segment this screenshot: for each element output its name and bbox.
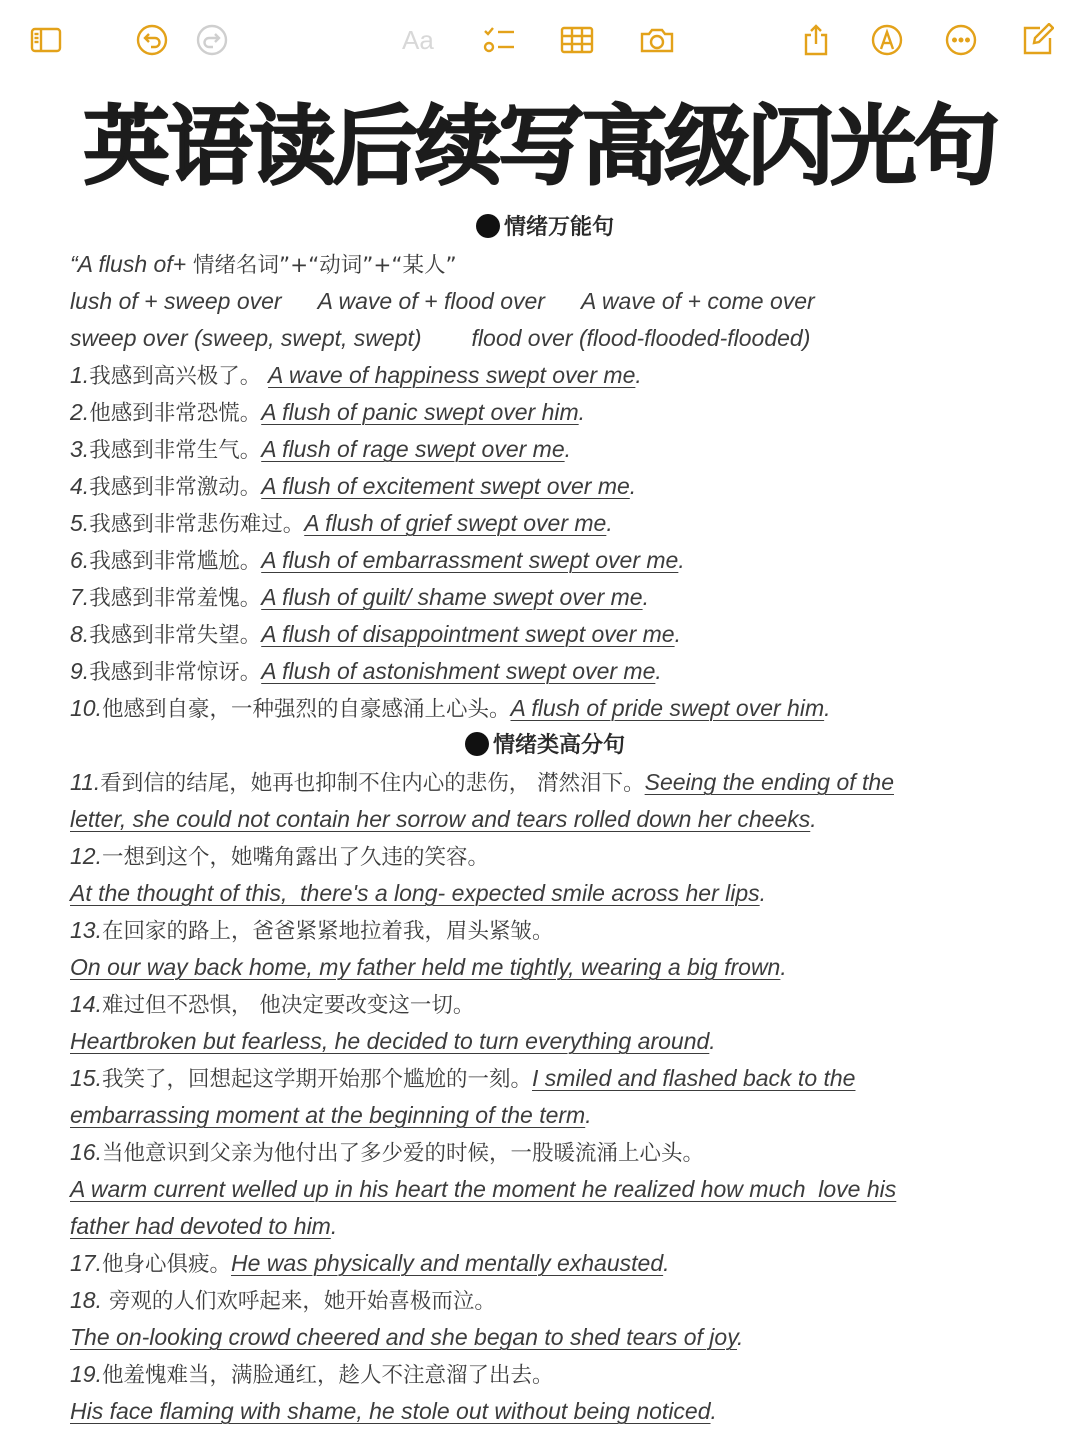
redo-icon[interactable]	[194, 22, 230, 58]
page-title: 英语读后续写高级闪光句	[83, 97, 997, 197]
list-item: 18. 旁观的人们欢呼起来，她开始喜极而泣。	[70, 1287, 496, 1314]
list-item-continued: father had devoted to him.	[70, 1213, 338, 1239]
list-item: 16.当他意识到父亲为他付出了多少爱的时候，一股暖流涌上心头。	[70, 1139, 704, 1166]
list-item-continued: Heartbroken but fearless, he decided to turn everything around.	[70, 1028, 716, 1054]
compose-icon[interactable]	[1019, 22, 1055, 58]
note-body[interactable]	[70, 209, 1020, 1430]
list-item: 12.一想到这个，她嘴角露出了久违的笑容。	[70, 843, 489, 870]
list-item-continued: The on-looking crowd cheered and she began to shed tears of joy.	[70, 1324, 744, 1350]
list-item: 3.我感到非常生气。A flush of rage swept over me.	[70, 436, 571, 463]
list-item: 7.我感到非常羞愧。A flush of guilt/ shame swept over me.	[70, 584, 649, 611]
list-item: 9.我感到非常惊讶。A flush of astonishment swept over me.	[70, 658, 662, 685]
list-item: 10.他感到自豪，一种强烈的自豪感涌上心头。A flush of pride swept over him.	[70, 695, 831, 722]
list-item-continued: At the thought of this, there's a long- expected smile across her lips.	[70, 880, 767, 906]
share-icon[interactable]	[798, 22, 834, 58]
list-item-continued: A warm current welled up in his heart the moment he realized how much love his	[70, 1176, 897, 1202]
table-icon[interactable]	[559, 22, 595, 58]
list-item: 1.我感到高兴极了。 A wave of happiness swept over me.	[70, 362, 642, 389]
bullet-dot-icon	[476, 214, 500, 238]
notes-toolbar	[0, 0, 1080, 80]
undo-icon[interactable]	[134, 22, 170, 58]
list-item: 4.我感到非常激动。A flush of excitement swept over me.	[70, 473, 637, 500]
more-icon[interactable]	[943, 22, 979, 58]
verb-forms-line: sweep over (sweep, swept, swept) flood over (flood-flooded-flooded)	[70, 325, 811, 351]
checklist-icon[interactable]	[481, 22, 517, 58]
sidebar-icon[interactable]	[28, 22, 64, 58]
list-item: 19.他羞愧难当，满脸通红，趁人不注意溜了出去。	[70, 1361, 554, 1388]
section-heading: 情绪类高分句	[70, 727, 1020, 764]
list-item-continued: His face flaming with shame, he stole out without being noticed.	[70, 1398, 717, 1424]
pattern-line: lush of + sweep over A wave of + flood over A wave of + come over	[70, 288, 815, 314]
list-item: 11.看到信的结尾，她再也抑制不住内心的悲伤， 潸然泪下。Seeing the ending of the	[70, 769, 894, 796]
camera-icon[interactable]	[639, 22, 675, 58]
list-item: 5.我感到非常悲伤难过。A flush of grief swept over me.	[70, 510, 613, 537]
list-item-continued: On our way back home, my father held me tightly, wearing a big frown.	[70, 954, 787, 980]
list-item-continued: embarrassing moment at the beginning of the term.	[70, 1102, 592, 1128]
list-item: 15.我笑了，回想起这学期开始那个尴尬的一刻。I smiled and flashed back to the	[70, 1065, 856, 1092]
formula-line: “A flush of+ 情绪名词”+“动词”+“某人”	[70, 251, 457, 278]
list-item: 17.他身心俱疲。He was physically and mentally exhausted.	[70, 1250, 670, 1277]
bullet-dot-icon	[465, 732, 489, 756]
list-item: 13.在回家的路上，爸爸紧紧地拉着我，眉头紧皱。	[70, 917, 554, 944]
list-item: 6.我感到非常尴尬。A flush of embarrassment swept over me.	[70, 547, 685, 574]
markup-icon[interactable]	[869, 22, 905, 58]
format-icon[interactable]: Aa	[402, 25, 434, 55]
list-item: 8.我感到非常失望。A flush of disappointment swept over me.	[70, 621, 681, 648]
list-item: 14.难过但不恐惧， 他决定要改变这一切。	[70, 991, 475, 1018]
list-item-continued: letter, she could not contain her sorrow and tears rolled down her cheeks.	[70, 806, 817, 832]
section-heading: 情绪万能句	[70, 209, 1020, 246]
list-item: 2.他感到非常恐慌。A flush of panic swept over him.	[70, 399, 586, 426]
